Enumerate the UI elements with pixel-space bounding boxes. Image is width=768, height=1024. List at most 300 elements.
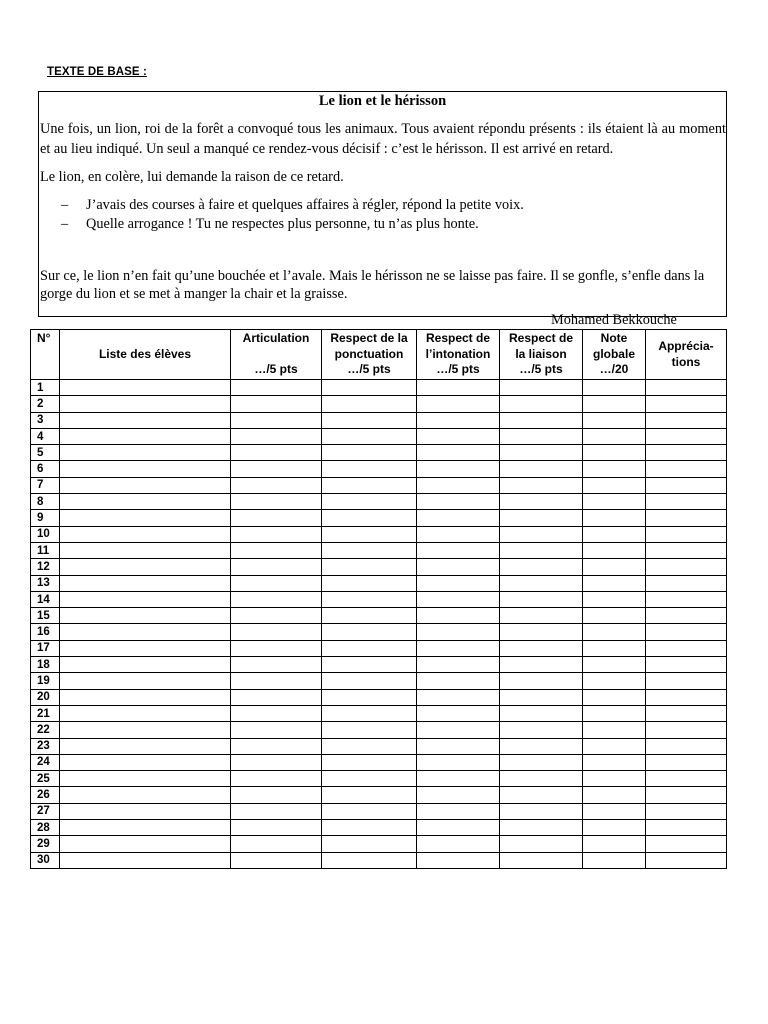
story-paragraph-3: Sur ce, le lion n’en fait qu’une bouchée et l’avale. Mais le hérisson ne se laisse pas faire. Il se gonfle, s’enfle dans la gorge du lion et se met à manger la chair et la graisse.: [40, 268, 705, 302]
liaison-cell[interactable]: [500, 787, 583, 803]
liaison-cell[interactable]: [500, 689, 583, 705]
intonation-cell[interactable]: [417, 412, 500, 428]
dialogue-list: [39, 196, 726, 234]
student-name-cell[interactable]: [60, 380, 231, 396]
table-row: [31, 591, 727, 607]
header-liaison-label-2: la liaison: [515, 346, 567, 361]
punctuation-cell[interactable]: [322, 445, 417, 461]
intonation-cell[interactable]: [417, 575, 500, 591]
intonation-cell[interactable]: [417, 461, 500, 477]
articulation-cell[interactable]: [231, 820, 322, 836]
global-score-cell[interactable]: [583, 787, 646, 803]
page-heading: TEXTE DE BASE :: [47, 66, 147, 78]
student-name-cell[interactable]: [60, 771, 231, 787]
articulation-cell[interactable]: [231, 771, 322, 787]
intonation-cell[interactable]: [417, 526, 500, 542]
liaison-cell[interactable]: [500, 754, 583, 770]
global-score-cell[interactable]: [583, 526, 646, 542]
intonation-cell[interactable]: [417, 477, 500, 493]
intonation-cell[interactable]: [417, 852, 500, 868]
articulation-cell[interactable]: [231, 673, 322, 689]
global-score-cell[interactable]: [583, 559, 646, 575]
student-name-cell[interactable]: [60, 608, 231, 624]
dialogue-text: J’avais des courses à faire et quelques affaires à régler, répond la petite voix.: [86, 197, 524, 213]
row-number: 5: [31, 445, 60, 461]
appreciation-cell[interactable]: [646, 526, 727, 542]
liaison-cell[interactable]: [500, 559, 583, 575]
student-name-cell[interactable]: [60, 542, 231, 558]
appreciation-cell[interactable]: [646, 510, 727, 526]
header-intonation: [417, 330, 500, 380]
appreciation-cell[interactable]: [646, 689, 727, 705]
story-title: Le lion et le hérisson: [318, 93, 447, 109]
appreciation-cell[interactable]: [646, 673, 727, 689]
student-name-cell[interactable]: [60, 396, 231, 412]
articulation-cell[interactable]: [231, 591, 322, 607]
global-score-cell[interactable]: [583, 428, 646, 444]
table-row: [31, 852, 727, 868]
table-row: [31, 640, 727, 656]
global-score-cell[interactable]: [583, 836, 646, 852]
global-score-cell[interactable]: [583, 396, 646, 412]
punctuation-cell[interactable]: [322, 722, 417, 738]
punctuation-cell[interactable]: [322, 396, 417, 412]
table-row: [31, 428, 727, 444]
appreciation-cell[interactable]: [646, 445, 727, 461]
punctuation-cell[interactable]: [322, 754, 417, 770]
header-appreciations-label-2: tions: [671, 354, 701, 369]
student-name-cell[interactable]: [60, 461, 231, 477]
global-score-cell[interactable]: [583, 608, 646, 624]
row-number: 8: [31, 494, 60, 510]
appreciation-cell[interactable]: [646, 461, 727, 477]
global-score-cell[interactable]: [583, 722, 646, 738]
articulation-cell[interactable]: [231, 396, 322, 412]
articulation-cell[interactable]: [231, 754, 322, 770]
intonation-cell[interactable]: [417, 428, 500, 444]
global-score-cell[interactable]: [583, 380, 646, 396]
punctuation-cell[interactable]: [322, 608, 417, 624]
appreciation-cell[interactable]: [646, 591, 727, 607]
punctuation-cell[interactable]: [322, 412, 417, 428]
row-number: 7: [31, 477, 60, 493]
global-score-cell[interactable]: [583, 771, 646, 787]
row-number: 22: [31, 722, 60, 738]
liaison-cell[interactable]: [500, 803, 583, 819]
row-number: 1: [31, 380, 60, 396]
liaison-cell[interactable]: [500, 510, 583, 526]
punctuation-cell[interactable]: [322, 591, 417, 607]
liaison-cell[interactable]: [500, 705, 583, 721]
row-number: 23: [31, 738, 60, 754]
punctuation-cell[interactable]: [322, 428, 417, 444]
table-row: [31, 689, 727, 705]
header-appreciations: [646, 330, 727, 380]
liaison-cell[interactable]: [500, 836, 583, 852]
intonation-cell[interactable]: [417, 445, 500, 461]
student-name-cell[interactable]: [60, 559, 231, 575]
global-score-cell[interactable]: [583, 640, 646, 656]
row-number: 2: [31, 396, 60, 412]
student-name-cell[interactable]: [60, 640, 231, 656]
student-name-cell[interactable]: [60, 526, 231, 542]
global-score-cell[interactable]: [583, 412, 646, 428]
student-name-cell[interactable]: [60, 477, 231, 493]
global-score-cell[interactable]: [583, 542, 646, 558]
header-articulation: [231, 330, 322, 380]
header-global-points: …/20: [599, 362, 629, 376]
global-score-cell[interactable]: [583, 494, 646, 510]
articulation-cell[interactable]: [231, 738, 322, 754]
punctuation-cell[interactable]: [322, 820, 417, 836]
intonation-cell[interactable]: [417, 494, 500, 510]
articulation-cell[interactable]: [231, 445, 322, 461]
liaison-cell[interactable]: [500, 673, 583, 689]
punctuation-cell[interactable]: [322, 738, 417, 754]
liaison-cell[interactable]: [500, 591, 583, 607]
liaison-cell[interactable]: [500, 852, 583, 868]
articulation-cell[interactable]: [231, 705, 322, 721]
header-global-score: [583, 330, 646, 380]
articulation-cell[interactable]: [231, 836, 322, 852]
punctuation-cell[interactable]: [322, 640, 417, 656]
articulation-cell[interactable]: [231, 412, 322, 428]
table-row: [31, 396, 727, 412]
appreciation-cell[interactable]: [646, 657, 727, 673]
student-name-cell[interactable]: [60, 705, 231, 721]
appreciation-cell[interactable]: [646, 428, 727, 444]
liaison-cell[interactable]: [500, 542, 583, 558]
student-name-cell[interactable]: [60, 428, 231, 444]
table-row: [31, 738, 727, 754]
liaison-cell[interactable]: [500, 526, 583, 542]
punctuation-cell[interactable]: [322, 510, 417, 526]
intonation-cell[interactable]: [417, 803, 500, 819]
global-score-cell[interactable]: [583, 738, 646, 754]
appreciation-cell[interactable]: [646, 852, 727, 868]
articulation-cell[interactable]: [231, 542, 322, 558]
appreciation-cell[interactable]: [646, 738, 727, 754]
student-name-cell[interactable]: [60, 689, 231, 705]
liaison-cell[interactable]: [500, 608, 583, 624]
student-name-cell[interactable]: [60, 624, 231, 640]
grid-body: [31, 380, 727, 869]
liaison-cell[interactable]: [500, 461, 583, 477]
table-row: [31, 477, 727, 493]
global-score-cell[interactable]: [583, 510, 646, 526]
articulation-cell[interactable]: [231, 640, 322, 656]
header-global-label-1: Note: [600, 331, 628, 345]
student-name-cell[interactable]: [60, 754, 231, 770]
global-score-cell[interactable]: [583, 445, 646, 461]
liaison-cell[interactable]: [500, 820, 583, 836]
liaison-cell[interactable]: [500, 396, 583, 412]
row-number: 15: [31, 608, 60, 624]
student-name-cell[interactable]: [60, 673, 231, 689]
row-number: 4: [31, 428, 60, 444]
global-score-cell[interactable]: [583, 591, 646, 607]
header-liaison-points: …/5 pts: [519, 362, 563, 376]
row-number: 11: [31, 542, 60, 558]
liaison-cell[interactable]: [500, 738, 583, 754]
appreciation-cell[interactable]: [646, 380, 727, 396]
table-row: [31, 771, 727, 787]
intonation-cell[interactable]: [417, 820, 500, 836]
header-number: N°: [31, 330, 60, 380]
table-row: [31, 559, 727, 575]
articulation-cell[interactable]: [231, 803, 322, 819]
student-name-cell[interactable]: [60, 510, 231, 526]
liaison-cell[interactable]: [500, 428, 583, 444]
row-number: 12: [31, 559, 60, 575]
appreciation-cell[interactable]: [646, 575, 727, 591]
table-row: [31, 673, 727, 689]
row-number: 6: [31, 461, 60, 477]
articulation-cell[interactable]: [231, 624, 322, 640]
intonation-cell[interactable]: [417, 559, 500, 575]
punctuation-cell[interactable]: [322, 673, 417, 689]
header-liaison-label-1: Respect de: [508, 331, 574, 345]
punctuation-cell[interactable]: [322, 624, 417, 640]
appreciation-cell[interactable]: [646, 771, 727, 787]
punctuation-cell[interactable]: [322, 575, 417, 591]
appreciation-cell[interactable]: [646, 412, 727, 428]
liaison-cell[interactable]: [500, 494, 583, 510]
articulation-cell[interactable]: [231, 787, 322, 803]
appreciation-cell[interactable]: [646, 754, 727, 770]
story-signature: Mohamed Bekkouche: [551, 312, 677, 328]
punctuation-cell[interactable]: [322, 526, 417, 542]
row-number: 13: [31, 575, 60, 591]
articulation-cell[interactable]: [231, 494, 322, 510]
global-score-cell[interactable]: [583, 657, 646, 673]
punctuation-cell[interactable]: [322, 689, 417, 705]
intonation-cell[interactable]: [417, 396, 500, 412]
student-name-cell[interactable]: [60, 820, 231, 836]
dash-bullet: –: [61, 197, 69, 213]
appreciation-cell[interactable]: [646, 542, 727, 558]
punctuation-cell[interactable]: [322, 771, 417, 787]
punctuation-cell[interactable]: [322, 380, 417, 396]
intonation-cell[interactable]: [417, 657, 500, 673]
punctuation-cell[interactable]: [322, 803, 417, 819]
table-row: [31, 510, 727, 526]
articulation-cell[interactable]: [231, 510, 322, 526]
intonation-cell[interactable]: [417, 640, 500, 656]
table-row: [31, 820, 727, 836]
header-global-label-2: globale: [592, 346, 635, 361]
articulation-cell[interactable]: [231, 689, 322, 705]
liaison-cell[interactable]: [500, 575, 583, 591]
header-punctuation-label-1: Respect de la: [330, 331, 408, 345]
header-punctuation-points: …/5 pts: [347, 362, 391, 376]
intonation-cell[interactable]: [417, 722, 500, 738]
punctuation-cell[interactable]: [322, 852, 417, 868]
row-number: 28: [31, 820, 60, 836]
articulation-cell[interactable]: [231, 559, 322, 575]
header-student-list: Liste des élèves: [60, 330, 231, 380]
intonation-cell[interactable]: [417, 754, 500, 770]
row-number: 19: [31, 673, 60, 689]
row-number: 29: [31, 836, 60, 852]
punctuation-cell[interactable]: [322, 542, 417, 558]
appreciation-cell[interactable]: [646, 722, 727, 738]
table-row: [31, 542, 727, 558]
intonation-cell[interactable]: [417, 836, 500, 852]
global-score-cell[interactable]: [583, 852, 646, 868]
intonation-cell[interactable]: [417, 689, 500, 705]
global-score-cell[interactable]: [583, 705, 646, 721]
articulation-cell[interactable]: [231, 477, 322, 493]
intonation-cell[interactable]: [417, 771, 500, 787]
appreciation-cell[interactable]: [646, 820, 727, 836]
table-row: [31, 380, 727, 396]
header-row: [31, 330, 727, 380]
liaison-cell[interactable]: [500, 657, 583, 673]
row-number: 26: [31, 787, 60, 803]
header-appreciations-label-1: Apprécia-: [658, 339, 714, 353]
row-number: 16: [31, 624, 60, 640]
intonation-cell[interactable]: [417, 542, 500, 558]
header-punctuation: [322, 330, 417, 380]
articulation-cell[interactable]: [231, 461, 322, 477]
header-punctuation-label-2: ponctuation: [334, 346, 404, 361]
row-number: 24: [31, 754, 60, 770]
row-number: 20: [31, 689, 60, 705]
global-score-cell[interactable]: [583, 754, 646, 770]
student-name-cell[interactable]: [60, 803, 231, 819]
punctuation-cell[interactable]: [322, 657, 417, 673]
intonation-cell[interactable]: [417, 673, 500, 689]
row-number: 21: [31, 705, 60, 721]
story-paragraph-1: Une fois, un lion, roi de la forêt a convoqué tous les animaux. Tous avaient répondu présents : ils étaient là au moment et au lieu indiqué. Un seul a manqué ce rendez-vous décisif : c’est le hérisson. Il est arrivé en retard.: [40, 121, 726, 157]
header-intonation-label-1: Respect de: [425, 331, 491, 345]
appreciation-cell[interactable]: [646, 494, 727, 510]
liaison-cell[interactable]: [500, 771, 583, 787]
intonation-cell[interactable]: [417, 787, 500, 803]
student-name-cell[interactable]: [60, 412, 231, 428]
liaison-cell[interactable]: [500, 722, 583, 738]
table-row: [31, 461, 727, 477]
punctuation-cell[interactable]: [322, 461, 417, 477]
intonation-cell[interactable]: [417, 738, 500, 754]
global-score-cell[interactable]: [583, 477, 646, 493]
student-name-cell[interactable]: [60, 836, 231, 852]
table-row: [31, 657, 727, 673]
punctuation-cell[interactable]: [322, 494, 417, 510]
dash-bullet: –: [61, 216, 69, 232]
articulation-cell[interactable]: [231, 608, 322, 624]
student-name-cell[interactable]: [60, 852, 231, 868]
intonation-cell[interactable]: [417, 608, 500, 624]
appreciation-cell[interactable]: [646, 608, 727, 624]
row-number: 17: [31, 640, 60, 656]
row-number: 25: [31, 771, 60, 787]
header-articulation-label: Articulation: [242, 331, 310, 345]
table-row: [31, 608, 727, 624]
header-intonation-points: …/5 pts: [436, 362, 480, 376]
punctuation-cell[interactable]: [322, 559, 417, 575]
appreciation-cell[interactable]: [646, 396, 727, 412]
table-row: [31, 494, 727, 510]
row-number: 9: [31, 510, 60, 526]
table-row: [31, 526, 727, 542]
appreciation-cell[interactable]: [646, 803, 727, 819]
student-name-cell[interactable]: [60, 575, 231, 591]
articulation-cell[interactable]: [231, 428, 322, 444]
appreciation-cell[interactable]: [646, 705, 727, 721]
row-number: 18: [31, 657, 60, 673]
student-name-cell[interactable]: [60, 738, 231, 754]
global-score-cell[interactable]: [583, 820, 646, 836]
table-row: [31, 803, 727, 819]
student-name-cell[interactable]: [60, 445, 231, 461]
global-score-cell[interactable]: [583, 575, 646, 591]
row-number: 27: [31, 803, 60, 819]
global-score-cell[interactable]: [583, 689, 646, 705]
liaison-cell[interactable]: [500, 640, 583, 656]
appreciation-cell[interactable]: [646, 640, 727, 656]
student-name-cell[interactable]: [60, 657, 231, 673]
articulation-cell[interactable]: [231, 526, 322, 542]
table-row: [31, 624, 727, 640]
appreciation-cell[interactable]: [646, 559, 727, 575]
appreciation-cell[interactable]: [646, 477, 727, 493]
dialogue-text: Quelle arrogance ! Tu ne respectes plus personne, tu n’as plus honte.: [86, 216, 479, 232]
punctuation-cell[interactable]: [322, 705, 417, 721]
intonation-cell[interactable]: [417, 624, 500, 640]
articulation-cell[interactable]: [231, 852, 322, 868]
row-number: 10: [31, 526, 60, 542]
liaison-cell[interactable]: [500, 412, 583, 428]
liaison-cell[interactable]: [500, 477, 583, 493]
table-row: [31, 722, 727, 738]
student-name-cell[interactable]: [60, 722, 231, 738]
punctuation-cell[interactable]: [322, 787, 417, 803]
liaison-cell[interactable]: [500, 445, 583, 461]
intonation-cell[interactable]: [417, 705, 500, 721]
articulation-cell[interactable]: [231, 380, 322, 396]
intonation-cell[interactable]: [417, 591, 500, 607]
student-name-cell[interactable]: [60, 494, 231, 510]
articulation-cell[interactable]: [231, 722, 322, 738]
appreciation-cell[interactable]: [646, 624, 727, 640]
punctuation-cell[interactable]: [322, 836, 417, 852]
global-score-cell[interactable]: [583, 461, 646, 477]
intonation-cell[interactable]: [417, 380, 500, 396]
row-number: 30: [31, 852, 60, 868]
appreciation-cell[interactable]: [646, 787, 727, 803]
table-row: [31, 754, 727, 770]
story-paragraph-2: Le lion, en colère, lui demande la raison de ce retard.: [40, 169, 344, 185]
table-row: [31, 787, 727, 803]
student-name-cell[interactable]: [60, 591, 231, 607]
intonation-cell[interactable]: [417, 510, 500, 526]
articulation-cell[interactable]: [231, 657, 322, 673]
liaison-cell[interactable]: [500, 380, 583, 396]
punctuation-cell[interactable]: [322, 477, 417, 493]
student-name-cell[interactable]: [60, 787, 231, 803]
dialogue-line: [39, 196, 726, 215]
global-score-cell[interactable]: [583, 624, 646, 640]
story-box: [38, 91, 727, 328]
liaison-cell[interactable]: [500, 624, 583, 640]
global-score-cell[interactable]: [583, 803, 646, 819]
articulation-cell[interactable]: [231, 575, 322, 591]
dialogue-line: [39, 215, 726, 234]
appreciation-cell[interactable]: [646, 836, 727, 852]
global-score-cell[interactable]: [583, 673, 646, 689]
